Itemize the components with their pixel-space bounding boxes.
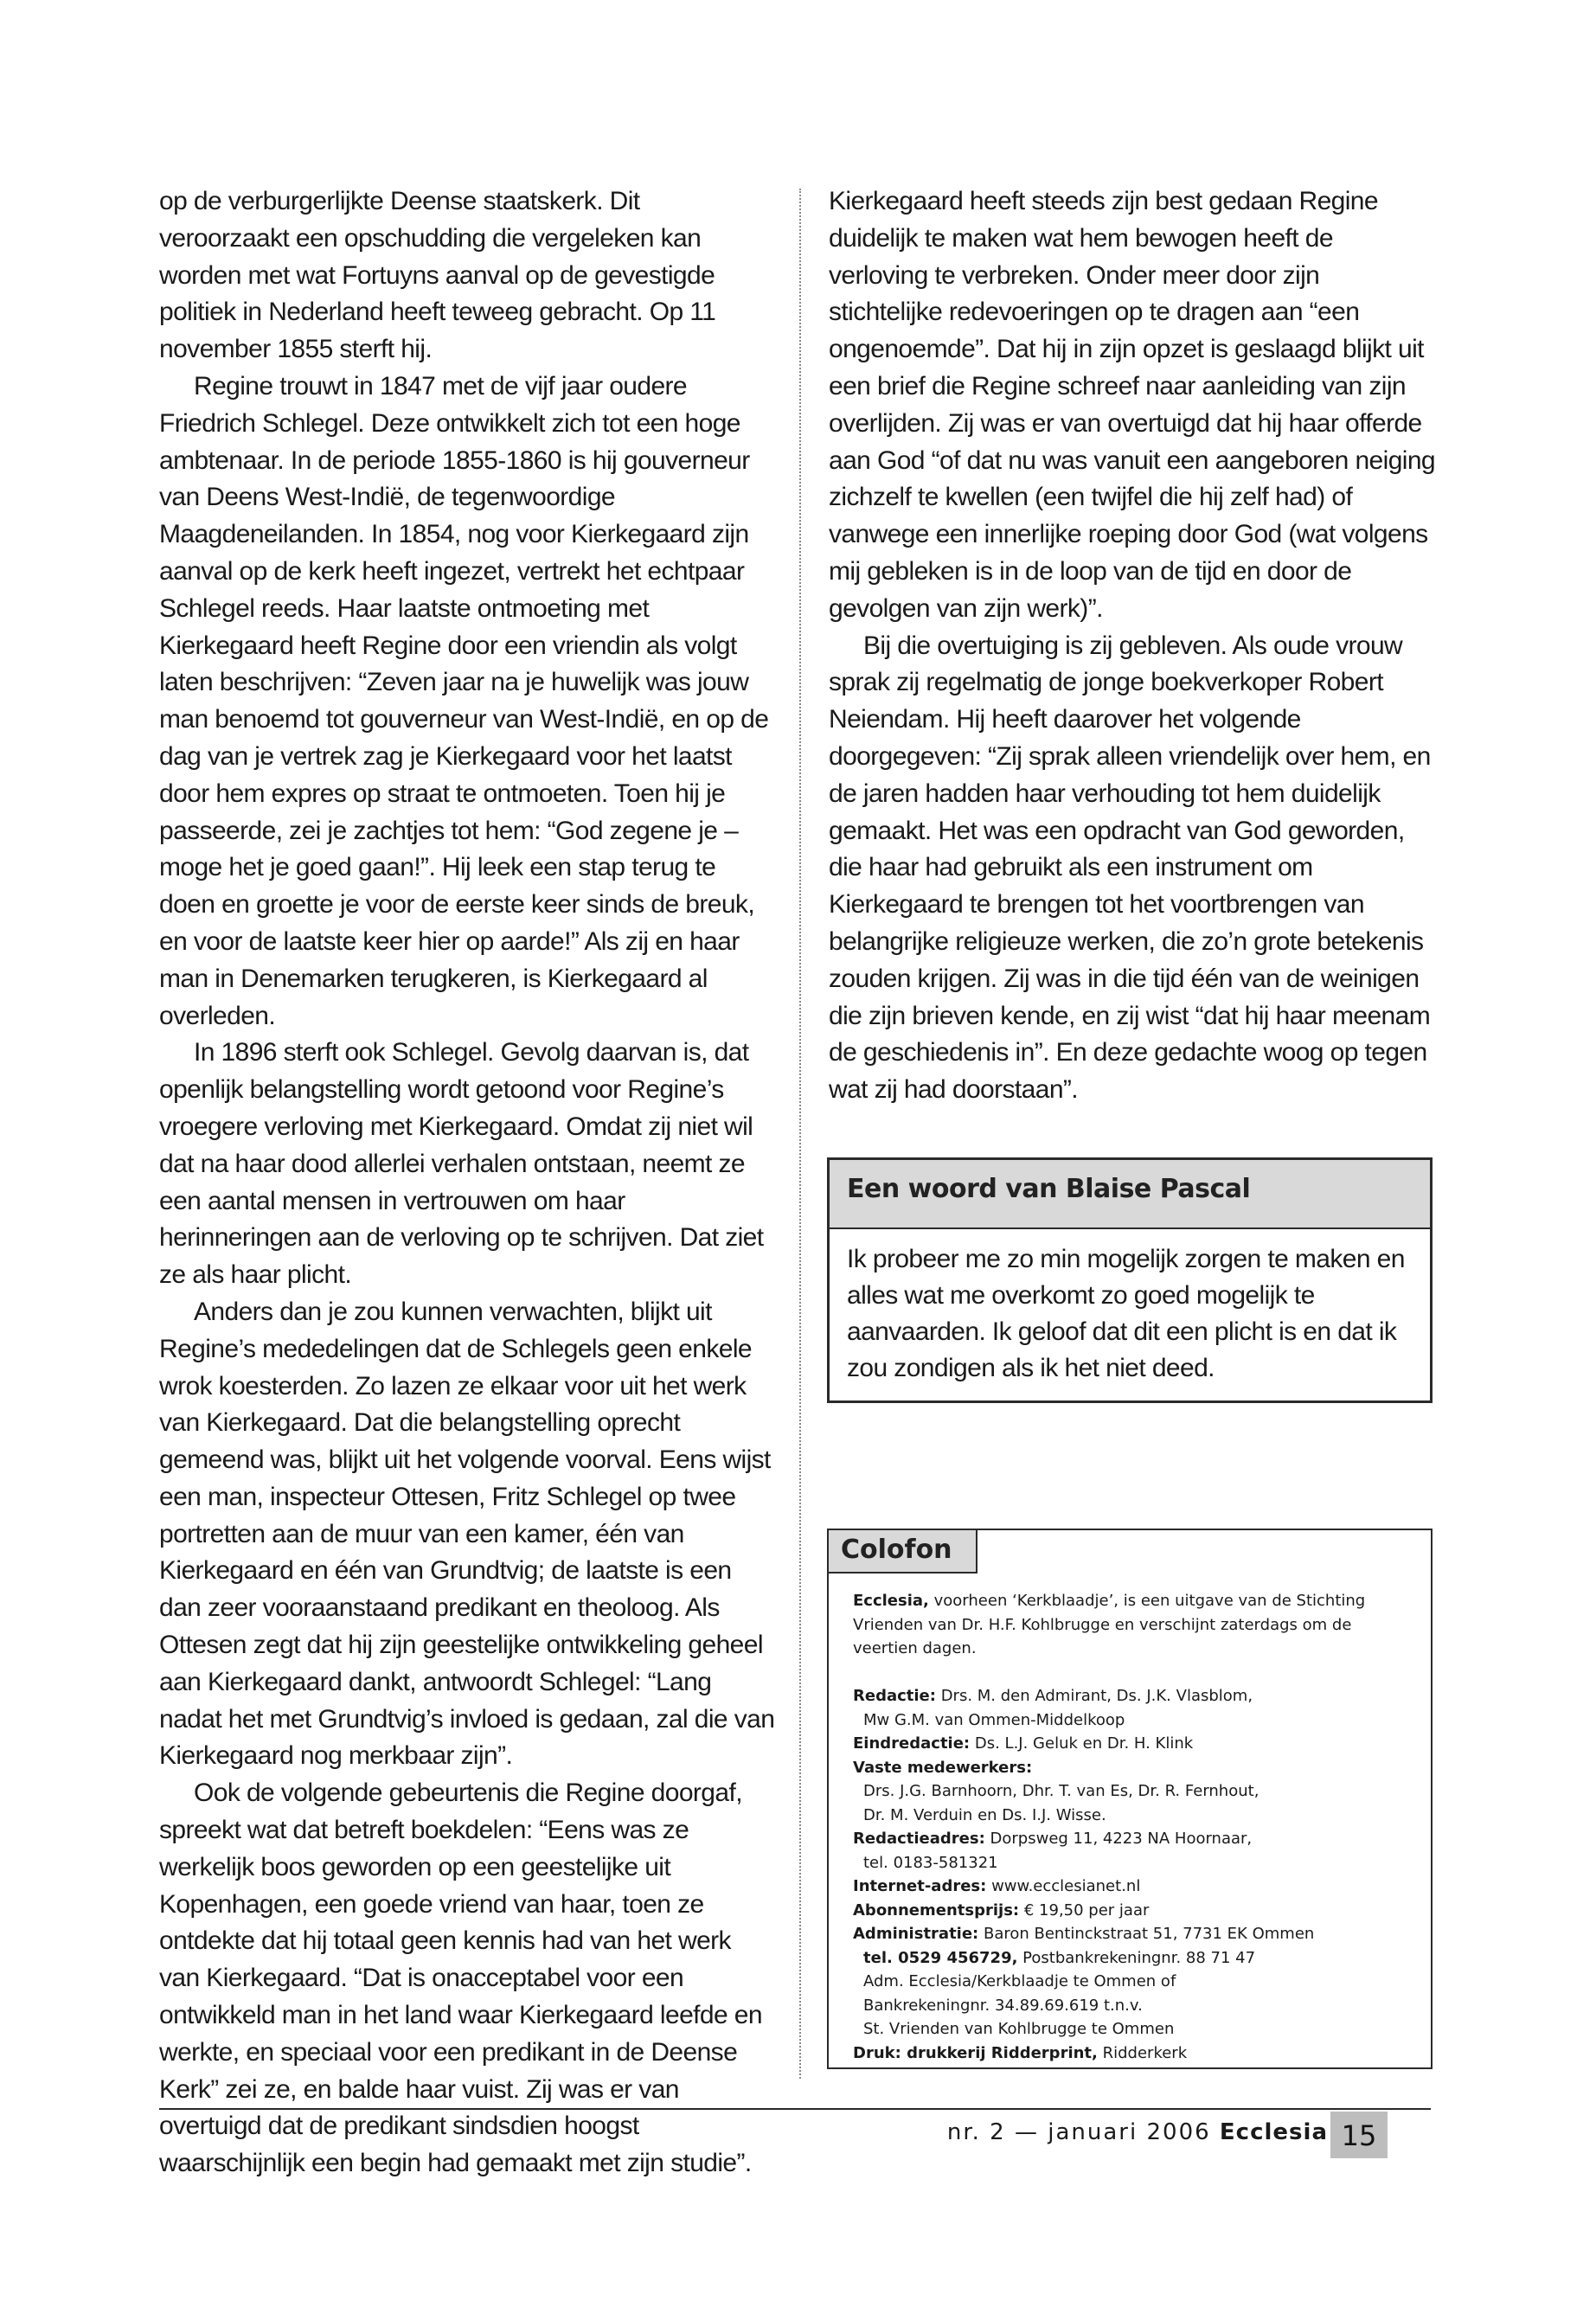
website-link[interactable]: www.ecclesianet.nl [991, 1877, 1141, 1895]
colofon-text: Bankrekeningnr. 34.89.69.619 t.n.v. [863, 1996, 1143, 2015]
colofon-text: Drs. M. den Admirant, Ds. J.K. Vlasblom, [940, 1687, 1253, 1705]
column-divider [799, 189, 801, 2079]
colofon-box [827, 1529, 1433, 2069]
colofon-label: Vaste medewerkers: [853, 1758, 1033, 1777]
paragraph: Ook de volgende gebeurtenis die Regine doorgaf, spreekt wat dat betreft boekdelen: “Eens was ze werkelijk boos geworden op een geestelijke uit Kopenhagen, een goede vriend van haar, toen ze ontdekte dat hij totaal geen kennis had van het werk van Kierkegaard. “Dat is onacceptabel voor een ontwikkeld man in het land waar Kierkegaard leefde en werkte, en speciaal voor een predikant in de Deense Kerk” zei ze, en balde haar vuist. Zij was er van overtuigd dat de predikant sindsdien hoogst waarschijnlijk een begin had gemaakt met zijn studie”. [159, 1779, 762, 2178]
page-number: 15 [1330, 2112, 1388, 2158]
colofon-text: Vrienden van Dr. H.F. Kohlbrugge en verschijnt zaterdags om de [853, 1615, 1352, 1634]
paragraph: Kierkegaard heeft steeds zijn best gedaan Regine duidelijk te maken wat hem bewogen heeft de verloving te verbreken. Onder meer door zijn stichtelijke redevoeringen op te dragen aan “een ongenoemde”. Dat hij in zijn opzet is geslaagd blijkt uit een brief die Regine schreef naar aanleiding van zijn overlijden. Zij was er van overtuigd dat hij haar offerde aan God “of dat nu was vanuit een aangeboren neiging zichzelf te kwellen (een twijfel die hij zelf had) of vanwege een innerlijke roeping door God (wat volgens mij gebleken is in de loop van de tijd en door de gevolgen van zijn werk)”. [829, 187, 1436, 623]
pascal-box-text: Ik probeer me zo min mogelijk zorgen te maken en alles wat me overkomt zo goed mogelijk te aanvaarden. Ik geloof dat dit een plicht is en dat ik zou zondigen als ik het niet deed. [847, 1245, 1405, 1382]
colofon-text: € 19,50 per jaar [1023, 1900, 1150, 1920]
colofon-label: Redactieadres: [853, 1830, 985, 1848]
colofon-title: Colofon [827, 1529, 977, 1574]
colofon-text: Adm. Ecclesia/Kerkblaadje te Ommen of [863, 1972, 1176, 1990]
colofon-label: Ecclesia, [853, 1592, 929, 1610]
footer-rule [159, 2108, 1431, 2110]
colofon-label: tel. 0529 456729, [863, 1948, 1018, 1967]
pascal-quote-box [827, 1157, 1433, 1403]
left-text-column [159, 183, 775, 2182]
colofon-text: Ridderkerk [1102, 2043, 1188, 2062]
colofon-text: tel. 0183-581321 [863, 1853, 998, 1872]
colofon-text: veertien dagen. [853, 1639, 977, 1657]
colofon-text: Postbankrekeningnr. 88 71 47 [1022, 1948, 1256, 1967]
colofon-text: Dorpsweg 11, 4223 NA Hoornaar, [990, 1830, 1253, 1848]
paragraph: Bij die overtuiging is zij gebleven. Als oude vrouw sprak zij regelmatig de jonge boekverkoper Robert Neiendam. Hij heeft daarover het volgende doorgegeven: “Zij sprak alleen vriendelijk over hem, en de jaren hadden haar verhouding tot hem duidelijk gemaakt. Het was een opdracht van God geworden, die haar had gebruikt als een instrument om Kierkegaard te brengen tot het voortbrengen van belangrijke religieuze werken, die zo’n grote betekenis zouden krijgen. Zij was in die tijd één van de weinigen die zijn brieven kende, en zij wist “dat hij haar meenam de geschiedenis in”. En deze gedachte woog op tegen wat zij had doorstaan”. [829, 631, 1431, 1105]
footer-issue-info [947, 2119, 1328, 2145]
paragraph: op de verburgerlijkte Deense staatskerk. Dit veroorzaakt een opschudding die vergeleken kan worden met wat Fortuyns aanval op de gevestigde politiek in Nederland heeft teweeg gebracht. Op 11 november 1855 sterft hij. [159, 187, 716, 364]
right-text-column [829, 183, 1439, 1109]
colofon-label: Redactie: [853, 1687, 936, 1705]
colofon-text: Mw G.M. van Ommen-Middelkoop [863, 1710, 1125, 1729]
colofon-label: Druk: drukkerij Ridderprint, [853, 2043, 1098, 2062]
paragraph: Regine trouwt in 1847 met de vijf jaar oudere Friedrich Schlegel. Deze ontwikkelt zich tot een hoge ambtenaar. In de periode 1855-1860 is hij gouverneur van Deens West-Indië, de tegenwoordige Maagdeneilanden. In 1854, nog voor Kierkegaard zijn aanval op de kerk heeft ingezet, vertrekt het echtpaar Schlegel reeds. Haar laatste ontmoeting met Kierkegaard heeft Regine door een vriendin als volgt laten beschrijven: “Zeven jaar na je huwelijk was jouw man benoemd tot gouverneur van West-Indië, en op de dag van je vertrek zag je Kierkegaard voor het laatst door hem expres op straat te ontmoeten. Toen hij je passeerde, zei je zachtjes tot hem: “God zegene je – moge het je goed gaan!”. Hij leek een stap terug te doen en groette je voor de eerste keer sinds de breuk, en voor de laatste keer hier op aarde!” Als zij en haar man in Denemarken terugkeren, is Kierkegaard al overleden. [159, 371, 769, 1030]
footer-issue: nr. 2 — januari 2006 [946, 2119, 1211, 2145]
pascal-box-title: Een woord van Blaise Pascal [830, 1160, 1430, 1229]
paragraph: Anders dan je zou kunnen verwachten, blijkt uit Regine’s mededelingen dat de Schlegels geen enkele wrok koesterden. Zo lazen ze elkaar voor uit het werk van Kierkegaard. Dat die belangstelling oprecht gemeend was, blijkt uit het volgende voorval. Eens wijst een man, inspecteur Ottesen, Fritz Schlegel op twee portretten aan de muur van een kamer, één van Kierkegaard en één van Grundtvig; de laatste is een dan zeer vooraanstaand predikant en theoloog. Als Ottesen zegt dat hij zijn geestelijke ontwikkeling geheel aan Kierkegaard dankt, antwoordt Schlegel: “Lang nadat het met Grundtvig’s invloed is gedaan, zal die van Kierkegaard nog merkbaar zijn”. [159, 1297, 775, 1771]
paragraph: In 1896 sterft ook Schlegel. Gevolg daarvan is, dat openlijk belangstelling wordt getoond voor Regine’s vroegere verloving met Kierkegaard. Omdat zij niet wil dat na haar dood allerlei verhalen ontstaan, neemt ze een aantal mensen in vertrouwen om haar herinneringen aan de verloving op te schrijven. Dat ziet ze als haar plicht. [159, 1038, 764, 1290]
footer-magazine: Ecclesia [1219, 2119, 1328, 2145]
colofon-label: Internet-adres: [853, 1877, 987, 1895]
colofon-text: Ds. L.J. Geluk en Dr. H. Klink [974, 1734, 1194, 1753]
colofon-text: voorheen ‘Kerkblaadje’, is een uitgave van de Stichting [933, 1592, 1366, 1610]
colofon-label: Abonnementsprijs: [853, 1900, 1020, 1920]
colofon-content [853, 1589, 1415, 2065]
colofon-text: Baron Bentinckstraat 51, 7731 EK Ommen [983, 1925, 1315, 1943]
colofon-text: St. Vrienden van Kohlbrugge te Ommen [863, 2020, 1175, 2038]
colofon-text: Dr. M. Verduin en Ds. I.J. Wisse. [863, 1805, 1106, 1824]
colofon-label: Eindredactie: [853, 1734, 971, 1753]
colofon-label: Administratie: [853, 1925, 979, 1943]
colofon-text: Drs. J.G. Barnhoorn, Dhr. T. van Es, Dr. R. Fernhout, [863, 1782, 1259, 1800]
